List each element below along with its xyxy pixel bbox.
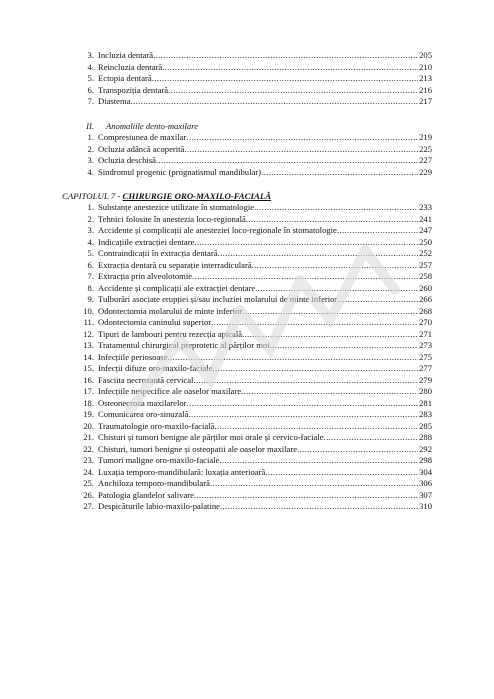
toc-entry-title: Tulburări asociate erupției și/sau incluziei molarului de minte inferior <box>98 294 338 304</box>
toc-entry-number: 18. <box>83 397 94 408</box>
toc-entry-number: 5. <box>87 73 94 83</box>
toc-leader-dots <box>194 490 418 502</box>
toc-entry-title: Extracția dentară cu separație interradiculară <box>98 259 252 270</box>
toc-entry-number: 22. <box>83 443 94 454</box>
toc-entry-number: 13. <box>83 340 94 350</box>
toc-entry-page: 213 <box>419 73 432 83</box>
toc-entry[interactable] <box>72 50 432 62</box>
toc-leader-dots <box>186 132 418 144</box>
toc-entry-number: 9. <box>87 294 94 304</box>
toc-leader-dots <box>214 421 418 433</box>
toc-entry-title: Ectopia dentară <box>98 73 152 83</box>
toc-entry-page: 257 <box>419 259 432 270</box>
toc-entry[interactable] <box>72 225 432 237</box>
toc-leader-dots <box>219 455 418 467</box>
toc-entry-page: 247 <box>419 225 432 235</box>
toc-entry-number: 4. <box>87 61 94 72</box>
toc-entry[interactable] <box>72 96 432 108</box>
table-of-contents <box>62 50 432 513</box>
toc-section-anomalies-position <box>72 50 432 108</box>
toc-entry-page: 266 <box>419 294 432 304</box>
toc-entry-page: 288 <box>419 432 432 442</box>
toc-entry[interactable] <box>72 329 432 341</box>
toc-leader-dots <box>254 202 418 214</box>
toc-entry-number: 6. <box>87 259 94 270</box>
chapter-heading <box>62 190 432 202</box>
toc-entry-number: 2. <box>87 213 94 224</box>
toc-entry-title: Infecții difuze oro-maxilo-faciale <box>98 363 213 373</box>
toc-leader-dots <box>220 501 418 513</box>
toc-entry[interactable] <box>72 214 432 226</box>
toc-entry-number: 26. <box>83 489 94 500</box>
toc-entry-number: 6. <box>87 84 94 95</box>
toc-entry-title: Infecțiile nespecifice ale oaselor maxilare <box>98 386 242 396</box>
toc-entry[interactable] <box>72 271 432 283</box>
subheading-title: Anomaliile dento-maxilare <box>106 120 199 131</box>
toc-entry-title: Fasciita necrozantă cervical <box>98 374 194 385</box>
toc-leader-dots <box>213 363 419 375</box>
toc-leader-dots <box>152 73 418 85</box>
toc-entry-title: Ocluzia deschisă <box>98 155 156 165</box>
toc-entry-number: 14. <box>83 351 94 362</box>
toc-entry-page: 277 <box>419 363 432 373</box>
toc-entry[interactable] <box>72 260 432 272</box>
toc-entry[interactable] <box>72 85 432 97</box>
toc-entry-page: 304 <box>419 466 432 477</box>
toc-leader-dots <box>297 444 418 456</box>
toc-entry-title: Reincluzia dentară <box>98 61 163 72</box>
toc-entry[interactable] <box>72 490 432 502</box>
toc-entry-number: 8. <box>87 282 94 293</box>
toc-entry-number: 23. <box>83 455 94 465</box>
toc-entry-title: Odontectomia caninului superior <box>98 317 212 327</box>
toc-entry-number: 24. <box>83 466 94 477</box>
toc-leader-dots <box>252 260 418 272</box>
toc-leader-dots <box>162 62 418 74</box>
toc-leader-dots <box>210 478 418 490</box>
toc-entry-page: 283 <box>419 409 432 419</box>
toc-entry[interactable] <box>72 237 432 249</box>
toc-leader-dots <box>242 329 418 341</box>
toc-entry-number: 3. <box>87 225 94 235</box>
subheading-roman: II. <box>86 120 94 131</box>
toc-entry-title: Ocluzia adâncă acoperită <box>98 143 185 154</box>
toc-entry[interactable] <box>72 501 432 513</box>
toc-leader-dots <box>218 248 419 260</box>
toc-entry-page: 280 <box>419 386 432 396</box>
toc-entry-number: 17. <box>83 386 94 396</box>
toc-entry-page: 227 <box>419 155 432 165</box>
toc-entry-title: Indicațiile extracției dentare <box>98 236 195 247</box>
toc-entry[interactable] <box>72 386 432 398</box>
toc-entry[interactable] <box>72 294 432 306</box>
toc-entry[interactable] <box>72 144 432 156</box>
toc-leader-dots <box>337 225 418 237</box>
toc-leader-dots <box>192 271 418 283</box>
toc-entry[interactable] <box>72 62 432 74</box>
toc-entry-page: 298 <box>419 455 432 465</box>
toc-entry-page: 225 <box>419 143 432 154</box>
toc-leader-dots <box>265 467 418 479</box>
toc-entry[interactable] <box>72 363 432 375</box>
toc-entry-title: Osteonecroza maxilarelor <box>98 397 187 408</box>
toc-entry[interactable] <box>72 455 432 467</box>
toc-entry-title: Tehnici folosite în anestezia loco-regională <box>98 213 246 224</box>
toc-entry-page: 258 <box>419 271 432 281</box>
toc-entry-page: 268 <box>419 305 432 316</box>
toc-leader-dots <box>188 409 418 421</box>
toc-entry-title: Substanțe anestezice utilizate în stomatologie <box>98 202 255 212</box>
toc-leader-dots <box>193 375 418 387</box>
toc-entry-title: Despicăturile labio-maxilo-palatine <box>98 501 220 511</box>
toc-entry[interactable] <box>72 352 432 364</box>
toc-leader-dots <box>168 85 418 97</box>
toc-leader-dots <box>167 352 418 364</box>
toc-entry-number: 4. <box>87 166 94 177</box>
toc-entry-page: 219 <box>419 132 432 142</box>
toc-entry[interactable] <box>72 467 432 479</box>
toc-entry[interactable] <box>72 155 432 167</box>
toc-entry[interactable] <box>72 73 432 85</box>
toc-entry-page: 310 <box>419 501 432 511</box>
toc-entry-page: 216 <box>419 84 432 95</box>
toc-entry-title: Contraindicații în extracția dentară <box>98 248 218 258</box>
toc-entry-title: Compresiunea de maxilar <box>98 132 187 142</box>
toc-section-surgery <box>72 202 432 513</box>
toc-leader-dots <box>156 155 418 167</box>
toc-section-dento-maxillary <box>72 132 432 178</box>
toc-leader-dots <box>246 214 418 226</box>
toc-entry-title: Luxația temporo-mandibulară: luxația anterioară <box>98 466 266 477</box>
toc-entry-title: Extracția prin alveolotomie <box>98 271 193 281</box>
toc-entry-page: 252 <box>419 248 432 258</box>
toc-entry-title: Tipuri de lambouri pentru rezecția apicală <box>98 328 243 339</box>
toc-leader-dots <box>130 96 418 108</box>
toc-leader-dots <box>211 317 418 329</box>
toc-entry[interactable] <box>72 283 432 295</box>
toc-entry-page: 250 <box>419 236 432 247</box>
toc-entry[interactable] <box>72 167 432 179</box>
toc-entry-page: 241 <box>419 213 432 224</box>
toc-entry-page: 275 <box>419 351 432 362</box>
toc-entry-number: 11. <box>83 317 94 327</box>
toc-leader-dots <box>324 432 419 444</box>
toc-entry[interactable] <box>72 421 432 433</box>
toc-entry-title: Anchiloza temporo-mandibulară <box>98 478 210 488</box>
toc-entry-title: Diastema <box>98 96 131 106</box>
toc-entry-page: 270 <box>419 317 432 327</box>
toc-entry-number: 4. <box>87 236 94 247</box>
toc-entry-page: 306 <box>419 478 432 488</box>
toc-entry-number: 10. <box>83 305 94 316</box>
toc-entry-title: Accidente și complicații ale anesteziei loco-regionale în stomatologie <box>98 225 337 235</box>
toc-entry-title: Transpoziția dentară <box>98 84 169 95</box>
toc-entry-number: 12. <box>83 328 94 339</box>
toc-entry[interactable] <box>72 202 432 214</box>
toc-entry-title: Incluzia dentară <box>98 50 154 60</box>
chapter-title: CHIRURGIE ORO-MAXILO-FACIALĂ <box>122 191 272 201</box>
toc-entry[interactable] <box>72 444 432 456</box>
toc-leader-dots <box>337 294 418 306</box>
toc-entry-number: 25. <box>83 478 94 488</box>
toc-leader-dots <box>184 144 418 156</box>
toc-entry-number: 27. <box>83 501 94 511</box>
toc-entry-page: 260 <box>419 282 432 293</box>
toc-entry[interactable] <box>72 409 432 421</box>
toc-leader-dots <box>270 340 419 352</box>
toc-leader-dots <box>242 306 418 318</box>
toc-entry-page: 281 <box>419 397 432 408</box>
toc-leader-dots <box>153 50 418 62</box>
toc-entry-number: 15. <box>83 363 94 373</box>
toc-leader-dots <box>261 167 418 179</box>
toc-entry-number: 1. <box>87 202 94 212</box>
toc-entry-title: Traumatologie oro-maxilo-facială <box>98 420 215 431</box>
toc-entry-page: 229 <box>419 166 432 177</box>
toc-entry-page: 271 <box>419 328 432 339</box>
toc-entry-title: Comunicarea oro-sinuzală <box>98 409 189 419</box>
toc-entry-number: 19. <box>83 409 94 419</box>
toc-entry-title: Infecțiile periosoase <box>98 351 168 362</box>
toc-entry-page: 279 <box>419 374 432 385</box>
toc-entry-number: 7. <box>87 96 94 106</box>
toc-entry-number: 7. <box>87 271 94 281</box>
toc-entry-title: Patologia glandelor salivare <box>98 489 194 500</box>
toc-entry-title: Tratamentul chirurgical preprotetic al părților moi <box>98 340 270 350</box>
toc-entry-page: 233 <box>419 202 432 212</box>
toc-entry-title: Accidente și complicații ale extracției dentare <box>98 282 256 293</box>
toc-entry-title: Odontectomia molarului de minte inferior <box>98 305 243 316</box>
toc-entry-number: 3. <box>87 50 94 60</box>
toc-entry-page: 217 <box>419 96 432 106</box>
toc-leader-dots <box>255 283 418 295</box>
toc-entry[interactable] <box>72 375 432 387</box>
toc-entry-title: Tumori maligne oro-maxilo-faciale <box>98 455 220 465</box>
toc-entry-title: Chisturi și tumori benigne ale părților moi orale și cervico-faciale <box>98 432 324 442</box>
toc-entry[interactable] <box>72 478 432 490</box>
toc-leader-dots <box>187 398 419 410</box>
toc-entry-page: 273 <box>419 340 432 350</box>
toc-entry-page: 210 <box>419 61 432 72</box>
toc-entry-title: Chisturi, tumori benigne și osteopatii ale oaselor maxilare <box>98 443 298 454</box>
toc-entry-number: 2. <box>87 143 94 154</box>
toc-leader-dots <box>241 386 418 398</box>
toc-entry-number: 20. <box>83 420 94 431</box>
toc-entry-page: 292 <box>419 443 432 454</box>
toc-entry-number: 1. <box>87 132 94 142</box>
toc-entry-page: 307 <box>419 489 432 500</box>
toc-entry[interactable] <box>72 432 432 444</box>
toc-entry-title: Sindromul progenic (prognatismul mandibular) <box>98 166 262 177</box>
chapter-prefix: CAPITOLUL 7 - <box>62 191 121 201</box>
toc-entry-number: 21. <box>83 432 94 442</box>
toc-entry[interactable] <box>72 317 432 329</box>
toc-leader-dots <box>194 237 418 249</box>
toc-entry-number: 5. <box>87 248 94 258</box>
subheading <box>72 121 432 133</box>
toc-entry-number: 3. <box>87 155 94 165</box>
toc-entry-page: 285 <box>419 420 432 431</box>
toc-entry[interactable] <box>72 398 432 410</box>
toc-entry-page: 205 <box>419 50 432 60</box>
toc-entry[interactable] <box>72 340 432 352</box>
toc-entry[interactable] <box>72 306 432 318</box>
toc-entry[interactable] <box>72 248 432 260</box>
toc-entry[interactable] <box>72 132 432 144</box>
toc-entry-number: 16. <box>83 374 94 385</box>
